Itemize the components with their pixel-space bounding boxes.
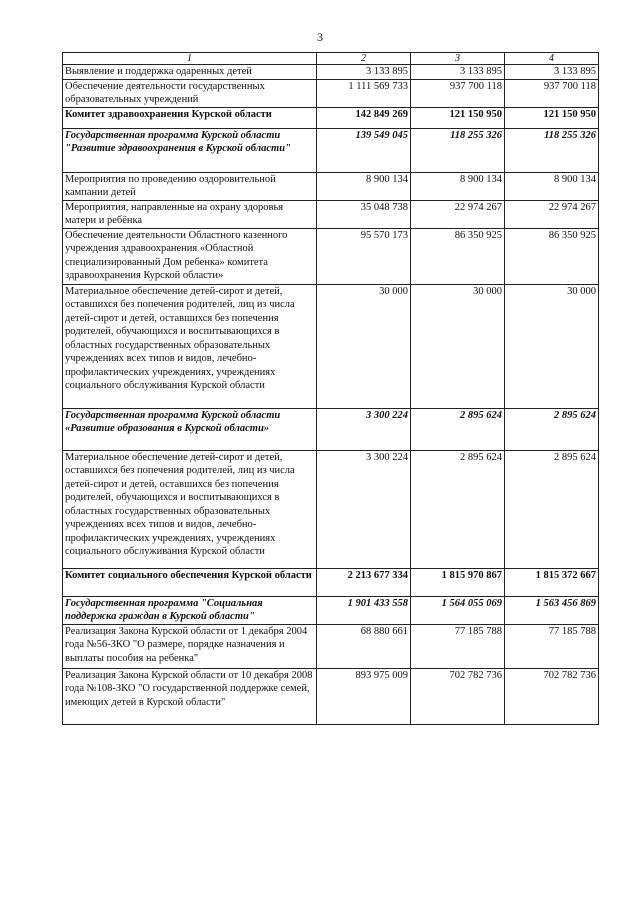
row-value-cell: 2 895 624 bbox=[411, 408, 505, 450]
table-row bbox=[63, 624, 599, 668]
row-value-cell: 702 782 736 bbox=[505, 668, 599, 724]
table-row bbox=[63, 128, 599, 172]
row-value-cell: 121 150 950 bbox=[505, 107, 599, 128]
table-row bbox=[63, 450, 599, 568]
row-name-cell: Материальное обеспечение детей-сирот и детей, оставшихся без попечения родителей, лиц из числа детей-сирот и детей, оставшихся без попечения родителей, обучающихся и воспитывающихся в областных государственных образовательных учреждениях всех типов и видов, лечебно-профилактических учреждениях, учреждениях социального обслуживания Курской области bbox=[63, 284, 317, 408]
row-value-cell: 77 185 788 bbox=[411, 624, 505, 668]
table-header-row bbox=[63, 53, 599, 65]
row-value-cell: 1 901 433 558 bbox=[317, 596, 411, 624]
row-value-cell: 30 000 bbox=[411, 284, 505, 408]
row-value-cell: 30 000 bbox=[505, 284, 599, 408]
row-value-cell: 3 133 895 bbox=[411, 65, 505, 80]
row-value-cell: 68 880 661 bbox=[317, 624, 411, 668]
budget-table bbox=[62, 52, 599, 725]
row-name-cell: Комитет здравоохранения Курской области bbox=[63, 107, 317, 128]
row-value-cell: 1 815 970 867 bbox=[411, 568, 505, 596]
row-value-cell: 1 815 372 667 bbox=[505, 568, 599, 596]
row-value-cell: 121 150 950 bbox=[411, 107, 505, 128]
row-value-cell: 937 700 118 bbox=[505, 79, 599, 107]
table-row bbox=[63, 568, 599, 596]
row-name-cell: Государственная программа Курской области «Развитие образования в Курской области» bbox=[63, 408, 317, 450]
page-number: 3 bbox=[317, 30, 323, 44]
row-value-cell: 1 563 456 869 bbox=[505, 596, 599, 624]
row-value-cell: 3 300 224 bbox=[317, 450, 411, 568]
column-header: 2 bbox=[317, 53, 411, 65]
row-value-cell: 893 975 009 bbox=[317, 668, 411, 724]
row-value-cell: 702 782 736 bbox=[411, 668, 505, 724]
row-value-cell: 2 895 624 bbox=[505, 408, 599, 450]
row-value-cell: 118 255 326 bbox=[505, 128, 599, 172]
table-row bbox=[63, 228, 599, 284]
row-value-cell: 2 895 624 bbox=[411, 450, 505, 568]
row-value-cell: 77 185 788 bbox=[505, 624, 599, 668]
row-value-cell: 937 700 118 bbox=[411, 79, 505, 107]
row-value-cell: 86 350 925 bbox=[505, 228, 599, 284]
table-row bbox=[63, 596, 599, 624]
row-value-cell: 139 549 045 bbox=[317, 128, 411, 172]
row-name-cell: Обеспечение деятельности Областного казенного учреждения здравоохранения «Областной специализированный Дом ребенка» комитета здравоохранения Курской области» bbox=[63, 228, 317, 284]
row-name-cell: Мероприятия по проведению оздоровительной кампании детей bbox=[63, 172, 317, 200]
row-value-cell: 22 974 267 bbox=[505, 200, 599, 228]
row-value-cell: 8 900 134 bbox=[317, 172, 411, 200]
row-value-cell: 3 133 895 bbox=[505, 65, 599, 80]
row-value-cell: 142 849 269 bbox=[317, 107, 411, 128]
row-value-cell: 1 564 055 069 bbox=[411, 596, 505, 624]
table-row bbox=[63, 284, 599, 408]
row-value-cell: 118 255 326 bbox=[411, 128, 505, 172]
row-value-cell: 3 133 895 bbox=[317, 65, 411, 80]
row-value-cell: 2 895 624 bbox=[505, 450, 599, 568]
row-value-cell: 22 974 267 bbox=[411, 200, 505, 228]
table-row bbox=[63, 107, 599, 128]
row-value-cell: 1 111 569 733 bbox=[317, 79, 411, 107]
row-value-cell: 3 300 224 bbox=[317, 408, 411, 450]
column-header: 4 bbox=[505, 53, 599, 65]
table-row bbox=[63, 200, 599, 228]
table-row bbox=[63, 408, 599, 450]
column-header: 1 bbox=[63, 53, 317, 65]
row-name-cell: Обеспечение деятельности государственных образовательных учреждений bbox=[63, 79, 317, 107]
row-name-cell: Комитет социального обеспечения Курской области bbox=[63, 568, 317, 596]
row-name-cell: Государственная программа Курской области "Развитие здравоохранения в Курской области" bbox=[63, 128, 317, 172]
table-row bbox=[63, 65, 599, 80]
table-row bbox=[63, 79, 599, 107]
row-value-cell: 95 570 173 bbox=[317, 228, 411, 284]
row-value-cell: 8 900 134 bbox=[411, 172, 505, 200]
column-header: 3 bbox=[411, 53, 505, 65]
row-value-cell: 30 000 bbox=[317, 284, 411, 408]
row-name-cell: Мероприятия, направленные на охрану здоровья матери и ребёнка bbox=[63, 200, 317, 228]
row-value-cell: 86 350 925 bbox=[411, 228, 505, 284]
row-name-cell: Реализация Закона Курской области от 10 декабря 2008 года №108-ЗКО "О государственной поддержке семей, имеющих детей в Курской области" bbox=[63, 668, 317, 724]
row-value-cell: 8 900 134 bbox=[505, 172, 599, 200]
row-value-cell: 35 048 738 bbox=[317, 200, 411, 228]
row-value-cell: 2 213 677 334 bbox=[317, 568, 411, 596]
row-name-cell: Реализация Закона Курской области от 1 декабря 2004 года №56-ЗКО "О размере, порядке назначения и выплаты пособия на ребенка" bbox=[63, 624, 317, 668]
row-name-cell: Материальное обеспечение детей-сирот и детей, оставшихся без попечения родителей, лиц из числа детей-сирот и детей, оставшихся без попечения родителей, обучающихся и воспитывающихся в областных государственных образовательных учреждениях всех типов и видов, лечебно-профилактических учреждениях, учреждениях социального обслуживания Курской области bbox=[63, 450, 317, 568]
table-row bbox=[63, 668, 599, 724]
row-name-cell: Государственная программа "Социальная поддержка граждан в Курской области" bbox=[63, 596, 317, 624]
table-row bbox=[63, 172, 599, 200]
row-name-cell: Выявление и поддержка одаренных детей bbox=[63, 65, 317, 80]
